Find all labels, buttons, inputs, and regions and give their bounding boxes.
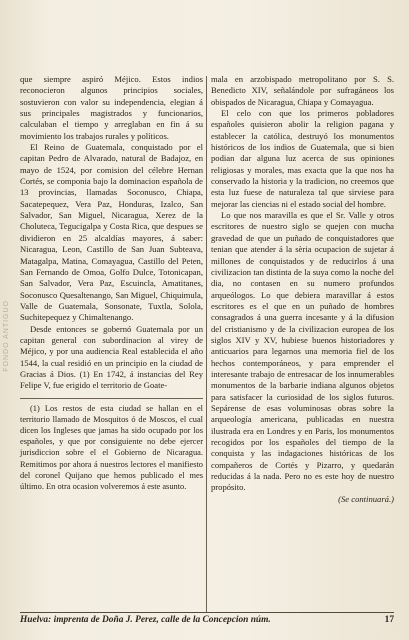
continued-note: (Se continuará.) [338,493,394,504]
left-paragraph-2: El Reino de Guatemala, conquistado por el capitan Pedro de Alvarado, natural de Badajoz, en mayo de 1524, por comision del célebre Hernan Cortés, se componia bajo la dominacion española de 13 provincias, llamadas Soconusco, Chiapa, Sacatepequez, Vera Paz, Honduras, Izalco, San Salvador, San Miguel, Nicaragua, Xerez de la Choluteca, Tegucigalpa y Costa Rica, que despues se dividieron en 25 alcaldías mayores, á saber: Nicaragua, Leon, Castillo de San Juan Subteava, Matagalpa, Matina, Comayagua, Castillo del Peten, San Fernando de Omoa, Golfo Dulce, Totonicapan, San Salvador, Vera Paz, Escuincla, Amatitanes, Soconusco Quesaltenango, San Miguel, Chiquimula, Valle de Guatemala, Sonsonate, Tuxtla, Solola, Suchitepequez y Chimaltenango. [20,142,203,323]
right-column [211,74,394,505]
left-paragraph-1: que siempre aspiró Méjico. Estos indios reconocieron algunos principios sociales, sostuvieron con valor su independencia, elegian á sus principales magistrados y funcionarios, calculaban el tiempo y arreglaban en fin á su movimiento los trabajos rurales y políticos. [20,74,203,141]
imprint-line: Huelva: imprenta de Doña J. Perez, calle de la Concepcion núm. [20,615,271,625]
right-paragraph-2: El celo con que los primeros pobladores españoles quisieron abolir la religion pagana y establecer la católica, destruyó los monumentos históricos de los indios de Guatemala, que si bien podian dar alguna luz acerca de sus opiniones religiosas y morales, mas exacta que la que nos ha conservado la historia y la tradicion, no creemos que esta luz fuese de naturaleza tal que sirviese para mejorar las ciencias ni el estado social del hombre. [211,108,394,209]
right-paragraph-1: mala en arzobispado metropolitano por S. S. Benedicto XIV, señalándole por sufragáneos los obispados de Nicaragua, Chiapa y Comayagua. [211,74,394,107]
library-stamp: FONDO ANTIGUO [3,300,10,372]
footnote: (1) Los restos de esta ciudad se hallan en el territorio llamado de Mosquitos ó de Moscos, el cual dicen los Ingleses que jamas ha sido ocupado por los españoles, y que por consiguiente no debe ejercer jurisdiccion sobre el el Gobierno de Nicaragua. Remitimos por ahora á nuestros lectores el manifiesto del coronel Quijano que hemos publicado el mes último. En otra ocasion volveremos á este asunto. [20,403,203,492]
right-paragraph-3: Lo que nos maravilla es que el Sr. Valle y otros escritores de nuestro siglo se quejen con mucha gravedad de que un puñado de conquistadores que tenian que atender á la sèria ocupacion de sujetar á millones de conquistados y de reducirlos á una civilizacion tan distinta de la suya como la noche del dia, no contasen en su numero profundos arqueólogos. Lo que debiera maravillar á estos escritores es el que en un puñado de hombres consagrados á una guerra incesante y á la difusion del cristianismo y de la civilizacion europea de los siglos XIV y XV, hubiese buenos historiadores y anticuarios para legarnos una memoria fiel de los hechos contemporáneos, y para emprender el interesante trabajo de entresacar de los innumerables monumentos de la barbarie indiana algunos objetos para satisfacer la curiosidad de los siglos futuros. Sepárense de esas voluminosas obras sobre la arqueología americana, publicadas en nuestra ilustrada era en Londres y en Paris, los monumentos recogidos por los españoles del tiempo de la conquista y las indagaciones históricas de los compañeros de Cortés y Pizarro, y quedarán reducidas á la nada. Pero no es este hoy de nuestro propósito. [211,210,394,493]
left-column [20,74,203,492]
column-divider [206,76,207,612]
page-footer [20,612,394,625]
footnote-rule [20,398,203,399]
page-number: 17 [384,615,394,625]
left-paragraph-3: Desde entonces se gobernó Guatemala por un capitan general con subordinacion al virey de Méjico, y por una audiencia Real establecida el año 1544, la cual residió en un principio en la ciudad de Gracias á Dios. (1) En 1742, á instancias del Rey Felipe V, fue erigido el territorio de Goate- [20,323,203,391]
